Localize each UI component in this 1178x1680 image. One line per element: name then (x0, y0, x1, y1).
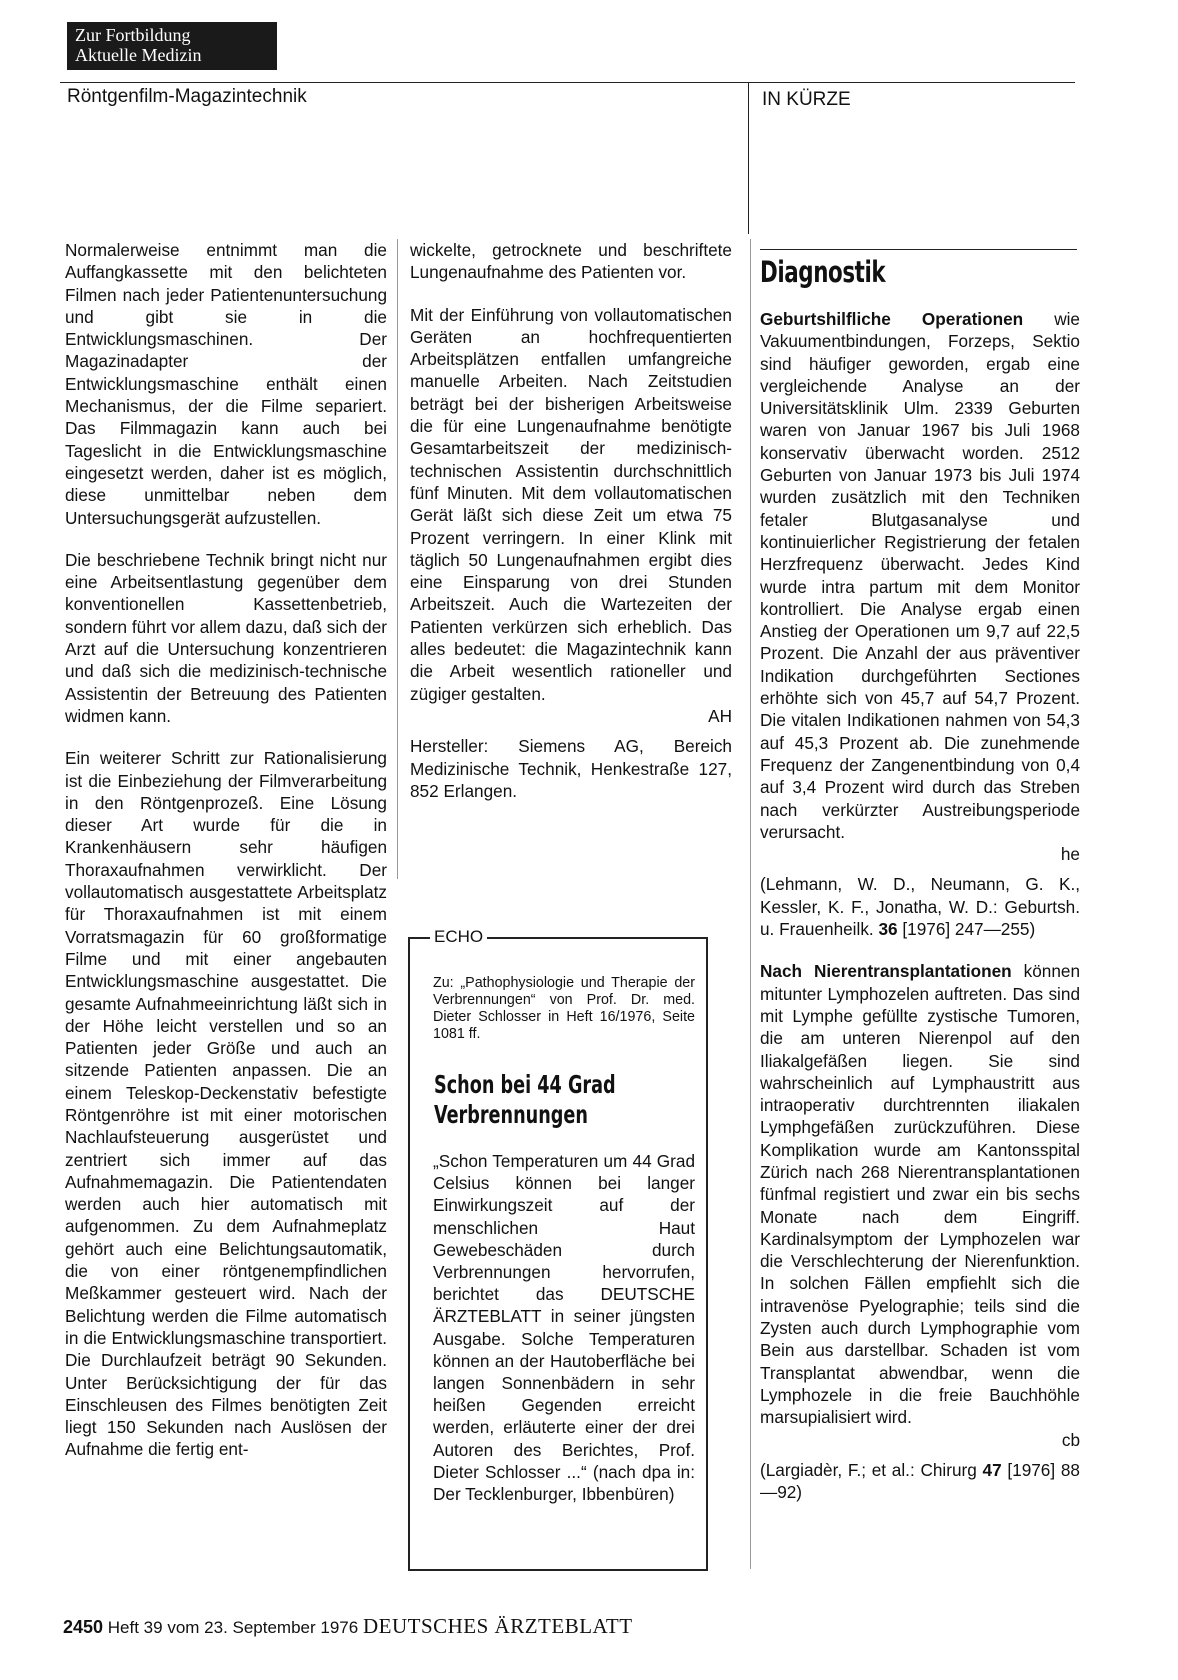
news-item-lead: Geburtshilfliche Operationen (760, 309, 1024, 329)
news-item-text: können mitunter Lymphozelen auftreten. Das sind mit Lymphe gefüllte zystische Tumoren, die am unteren Nierenpol auf den Iliakalgefäßen liegen. Sie sind wahrscheinlich auf Lymphaustritt aus intraoperativ durchtrennten iliakalen Lymphgefäßen zurückzuführen. Diese Komplikation wurde am Kantonsspital Zürich nach 268 Nierentransplantationen fünfmal registiert und zwar ein bis sechs Monate nach dem Eingriff. Kardinalsymptom der Lymphozelen war die Verschlechterung der Nierenfunktion. In solchen Fällen empfiehlt sich die intravenöse Pyelographie; teils sind die Zysten auch durch Lymphographie vom Bein aus darstellbar. Schaden ist vom Transplantat abwendbar, wenn die Lymphozele in die freie Bauchhöhle marsupialisiert wird. (760, 961, 1080, 1428)
issue-info: Heft 39 vom 23. September 1976 (107, 1618, 359, 1637)
page-footer (63, 1614, 633, 1639)
paragraph: Ein weiterer Schritt zur Rationalisierung ist die Einbeziehung der Filmverarbeitung in den Röntgenprozeß. Eine Lösung dieser Art wurde für die in Krankenhäusern sehr häufigen Thoraxaufnahmen verwirklicht. Der vollautomatisch ausgestattete Arbeitsplatz für Thoraxaufnahmen ist mit einem Vorratsmagazin für 60 großformatige Filme und mit einer angebauten Entwicklungsmaschine ausgestattet. Die gesamte Aufnahmeeinrichtung läßt sich in der Höhe leicht verstellen und so an Patienten jeder Größe und auch an sitzende Patienten anpassen. Die an einem Teleskop-Deckenstativ befestigte Röntgenröhre ist mit einer motorischen Nachlaufsteuerung ausgerüstet und zentriert sich immer auf das Aufnahmemagazin. Die Patientendaten werden auch hier automatisch mit aufgenommen. Zu dem Aufnahmeplatz gehört auch eine Belichtungsautomatik, die von einer röntgenempfindlichen Meßkammer gesteuert wird. Nach der Belichtung werden die Filme automatisch in die Entwicklungsmaschine transportiert. Die Durchlaufzeit beträgt 90 Sekunden. Unter Berücksichtigung der für das Einschleusen des Filmes benötigten Zeit liegt 150 Sekunden nach Auslösen der Aufnahme die fertig ent- (65, 748, 387, 1460)
badge-line-1: Zur Fortbildung (75, 25, 191, 45)
author-signature-row (760, 1429, 1080, 1451)
header-column-divider (748, 82, 749, 234)
paragraph: Normalerweise entnimmt man die Auffangkassette mit den belichteten Filmen nach jeder Patientenuntersuchung und gibt sie in die Entwicklungsmaschinen. Der Magazinadapter der Entwicklungsmaschine enthält einen Mechanismus, der die Filme separiert. Das Filmmagazin kann auch bei Tageslicht in die Entwicklungsmaschine eingesetzt werden, daher ist es möglich, diese unmittelbar neben dem Untersuchungsgerät aufzustellen. (65, 240, 387, 528)
echo-headline: Schon bei 44 Grad Verbrennungen (434, 1070, 616, 1129)
news-item-reference (760, 1459, 1080, 1504)
article-column-1 (65, 239, 387, 1481)
echo-intro: Zu: „Pathophysiologie und Therapie der Verbrennungen“ von Prof. Dr. med. Dieter Schlosser in Heft 16/1976, Seite 1081 ff. (433, 975, 695, 1042)
reference-text: (Largiadèr, F.; et al.: Chirurg (760, 1459, 983, 1480)
author-signature: AH (708, 705, 732, 726)
paragraph: wickelte, getrocknete und beschriftete Lungenaufnahme des Patienten vor. (410, 240, 732, 283)
author-signature-row (410, 705, 732, 727)
news-item (760, 308, 1080, 865)
journal-name: DEUTSCHES ÄRZTEBLATT (362, 1614, 633, 1638)
paragraph: Die beschriebene Technik bringt nicht nur eine Arbeitsentlastung gegenüber dem konventionellen Kassettenbetrieb, sondern führt vor allem dazu, daß sich der Arzt auf die Untersuchung konzentrieren und daß sich die medizinisch-technische Assistentin der Betreuung des Patienten widmen kann. (65, 549, 387, 726)
author-signature-row (760, 843, 1080, 865)
manufacturer-note: Hersteller: Siemens AG, Bereich Medizinische Technik, Henkestraße 127, 852 Erlangen. (410, 736, 732, 801)
sidebar-column (760, 308, 1080, 1523)
news-item-text: wie Vakuumentbindungen, Forzeps, Sektio sind häufiger geworden, ergab eine vergleichende Analyse an der Universitätsklinik Ulm. 2339 Geburten waren von Januar 1967 bis Juli 1968 konservativ überwacht worden. 2512 Geburten von Januar 1973 bis Juli 1974 wurden zusätzlich mit den Techniken fetaler Blutgasanalyse und kontinuierlicher Registrierung der fetalen Herzfrequenz überwacht. Jedes Kind wurde intra partum mit dem Monitor kontrolliert. Die Analyse ergab einen Anstieg der Operationen um 9,7 auf 22,5 Prozent. Die Anzahl der aus präventiver Indikation durchgeführten Sectiones erhöhte sich von 45,7 auf 54,7 Prozent. Die vitalen Indikationen nahmen von 54,3 auf 45,3 Prozent ab. Die zunehmende Frequenz der Zangenentbindung von 0,4 auf 3,4 Prozent wird durch das Streben nach verkürzter Austreibungsperiode verursacht. (760, 309, 1080, 842)
echo-body: „Schon Temperaturen um 44 Grad Celsius können bei langer Einwirkungszeit auf der menschlichen Haut Gewebeschäden durch Verbrennungen hervorrufen, berichtet das DEUTSCHE ÄRZTEBLATT in seiner jüngsten Ausgabe. Solche Temperaturen können an der Hautoberfläche bei langen Sonnenbädern in sehr heißen Gegenden erreicht werden, erläuterte einer der drei Autoren des Berichtes, Prof. Dieter Schlosser ...“ (nach dpa in: Der Tecklenburger, Ibbenbüren) (433, 1151, 695, 1505)
news-item-reference (760, 873, 1080, 940)
reference-volume: 47 (982, 1459, 1002, 1480)
header-rule (60, 82, 1075, 83)
author-signature: cb (1061, 1429, 1080, 1450)
reference-text: (Lehmann, W. D., Neumann, G. K., Kessler, K. F., Jonatha, W. D.: Geburtsh. u. Frauenheilk. (760, 874, 1080, 940)
article-column-2 (410, 239, 732, 822)
column-divider (397, 239, 398, 879)
reference-volume: 36 (878, 919, 898, 940)
reference-text: [1976] 88—92) (760, 1459, 1080, 1503)
news-item (760, 960, 1080, 1451)
author-signature: he (1060, 844, 1080, 865)
echo-label: ECHO (430, 927, 487, 947)
sidebar-heading: Diagnostik (760, 255, 886, 289)
column-divider (750, 239, 751, 1569)
sidebar-heading-rule (760, 249, 1077, 250)
reference-text: [1976] 247—255) (897, 919, 1036, 940)
section-badge (67, 22, 277, 70)
article-title: Röntgenfilm-Magazintechnik (67, 86, 307, 107)
paragraph-text: Mit der Einführung von vollautomatischen Geräten an hochfrequentierten Arbeitsplätzen entfallen umfangreiche manuelle Arbeiten. Nach Zeitstudien beträgt bei der bisherigen Arbeitsweise die für eine Lungenaufnahme benötigte Gesamtarbeitszeit der medizinisch-technischen Assistentin durchschnittlich fünf Minuten. Mit dem vollautomatischen Gerät läßt sich diese Zeit um etwa 75 Prozent verringern. In einer Klink mit täglich 50 Lungenaufnahmen ergibt dies eine Einsparung von drei Stunden Arbeitszeit. Auch die Wartezeiten der Patienten verkürzen sich erheblich. Das alles bedeutet: die Magazintechnik kann die Arbeit wesentlich rationeller und zügiger gestalten. (410, 304, 732, 704)
news-item-lead: Nach Nierentransplantationen (760, 961, 1012, 982)
paragraph (410, 304, 732, 728)
badge-line-2: Aktuelle Medizin (75, 45, 202, 65)
page-number: 2450 (63, 1617, 104, 1637)
sidebar-title: IN KÜRZE (762, 89, 851, 110)
